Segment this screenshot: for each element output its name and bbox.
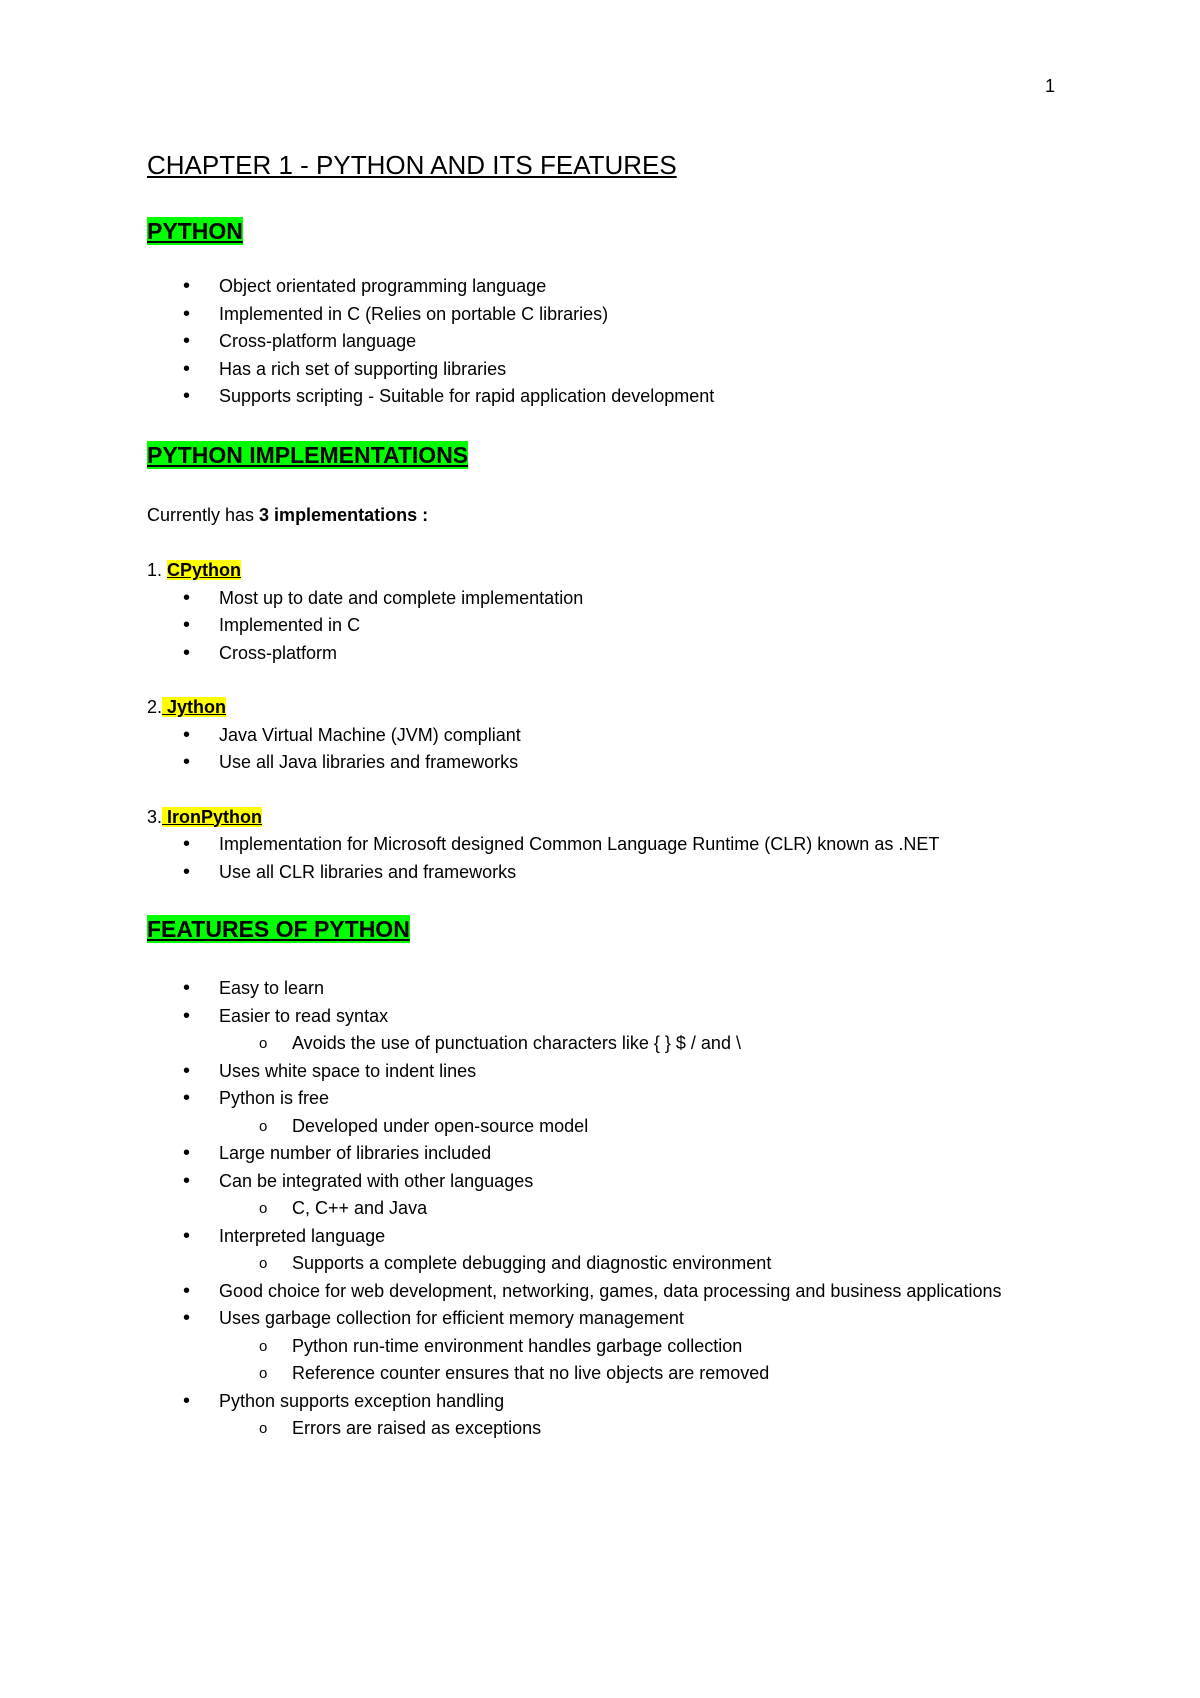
page-content [147, 148, 1077, 1443]
list-item: • Interpreted language [147, 1223, 1077, 1251]
list-item: • Supports scripting - Suitable for rapid application development [147, 383, 1077, 411]
section-heading-features: FEATURES OF PYTHON [147, 916, 410, 942]
list-item: • Easy to learn [147, 975, 1077, 1003]
list-item: • Most up to date and complete implementation [147, 585, 1077, 613]
cpython-bullet-list [147, 585, 1077, 668]
sub-list-item: o Developed under open-source model [147, 1113, 1077, 1141]
list-item: • Python supports exception handling [147, 1388, 1077, 1416]
jython-bullet-list [147, 722, 1077, 777]
list-item: • Can be integrated with other languages [147, 1168, 1077, 1196]
sub-list-item: o Supports a complete debugging and diagnostic environment [147, 1250, 1077, 1278]
sub-list-item: o Reference counter ensures that no live objects are removed [147, 1360, 1077, 1388]
list-item: • Implemented in C (Relies on portable C libraries) [147, 301, 1077, 329]
list-item: • Cross-platform language [147, 328, 1077, 356]
list-item: • Uses garbage collection for efficient memory management [147, 1305, 1077, 1333]
python-bullet-list [147, 273, 1077, 411]
sub-list-item: o Errors are raised as exceptions [147, 1415, 1077, 1443]
list-item: • Use all CLR libraries and frameworks [147, 859, 1077, 887]
list-item: • Easier to read syntax [147, 1003, 1077, 1031]
sub-list-item: o Python run-time environment handles garbage collection [147, 1333, 1077, 1361]
ironpython-bullet-list [147, 831, 1077, 886]
list-item: • Java Virtual Machine (JVM) compliant [147, 722, 1077, 750]
section-heading-implementations: PYTHON IMPLEMENTATIONS [147, 441, 469, 468]
implementation-title-ironpython: 3. IronPython [147, 806, 263, 827]
list-item: • Object orientated programming language [147, 273, 1077, 301]
list-item: • Has a rich set of supporting libraries [147, 356, 1077, 384]
list-item: • Implementation for Microsoft designed Common Language Runtime (CLR) known as .NET [147, 831, 1077, 859]
implementation-title-jython: 2. Jython [147, 697, 227, 717]
features-list [147, 975, 1077, 1443]
list-item: • Use all Java libraries and frameworks [147, 749, 1077, 777]
chapter-title: CHAPTER 1 - PYTHON AND ITS FEATURES [147, 150, 677, 180]
list-item: • Uses white space to indent lines [147, 1058, 1077, 1086]
page-number: 1 [1045, 76, 1056, 96]
list-item: • Large number of libraries included [147, 1140, 1077, 1168]
implementation-title-cpython: 1. CPython [147, 560, 242, 580]
sub-list-item: o Avoids the use of punctuation characters like { } $ / and \ [147, 1030, 1077, 1058]
list-item: • Cross-platform [147, 640, 1077, 668]
list-item: • Implemented in C [147, 612, 1077, 640]
list-item: • Good choice for web development, networking, games, data processing and business applications [147, 1278, 1077, 1306]
sub-list-item: o C, C++ and Java [147, 1195, 1077, 1223]
list-item: • Python is free [147, 1085, 1077, 1113]
implementations-intro: Currently has 3 implementations : [147, 504, 429, 525]
section-heading-python: PYTHON [147, 218, 243, 244]
